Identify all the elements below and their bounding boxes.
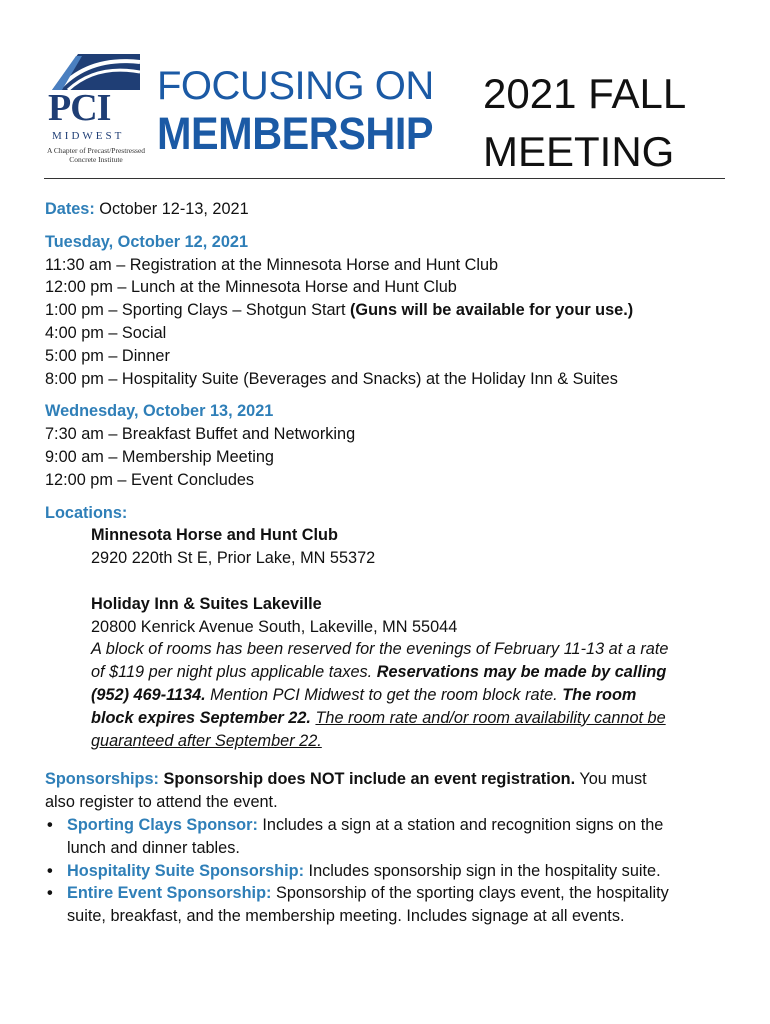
bullet-icon: •	[47, 815, 53, 834]
logo-pci-text: PCI	[48, 87, 111, 129]
room-block-expiry: block expires September 22.	[91, 708, 311, 727]
title-focusing: FOCUSING ON	[157, 64, 434, 108]
room-block-note	[91, 707, 735, 730]
document-body	[45, 198, 735, 928]
schedule-item: 5:00 pm – Dinner	[45, 346, 170, 365]
sponsor-level-desc: lunch and dinner tables.	[67, 838, 240, 857]
dates-line	[45, 198, 735, 221]
sponsor-level-name: Sporting Clays Sponsor:	[67, 815, 258, 834]
sponsorship-note-bold: Sponsorship does NOT include an event registration.	[158, 770, 576, 789]
schedule-item: 4:00 pm – Social	[45, 323, 167, 342]
sponsorships-intro	[45, 768, 735, 791]
schedule-item: 7:30 am – Breakfast Buffet and Networking	[45, 425, 356, 444]
sponsor-level-name: Entire Event Sponsorship:	[67, 884, 272, 903]
list-item	[45, 860, 735, 883]
schedule-item: 9:00 am – Membership Meeting	[45, 447, 274, 466]
room-block-note	[91, 661, 735, 684]
schedule-item: 12:00 pm – Event Concludes	[45, 470, 255, 489]
room-block-expiry: The room	[562, 685, 637, 704]
sponsor-level-name: Hospitality Suite Sponsorship:	[67, 861, 305, 880]
dates-label: Dates:	[45, 200, 95, 218]
tuesday-heading: Tuesday, October 12, 2021	[45, 232, 249, 251]
header-divider	[44, 178, 725, 179]
logo-midwest-text: MIDWEST	[52, 130, 125, 142]
list-item	[45, 882, 735, 928]
mention-text: Mention PCI Midwest to get the room block rate.	[205, 685, 563, 704]
list-item	[45, 814, 735, 860]
schedule-item: 11:30 am – Registration at the Minnesota Horse and Hunt Club	[45, 255, 499, 274]
room-block-note: A block of rooms has been reserved for the evenings of February 11-13 at a rate	[91, 640, 669, 659]
sponsorships-label: Sponsorships:	[45, 770, 159, 789]
event-title-line1: 2021 FALL	[483, 70, 687, 117]
logo-chapter-text: A Chapter of Precast/Prestressed Concrete Institute	[46, 146, 146, 164]
bullet-icon: •	[47, 861, 53, 880]
venue-name: Holiday Inn & Suites Lakeville	[91, 594, 322, 613]
guns-note: (Guns will be available for your use.)	[350, 301, 634, 320]
guarantee-note: guaranteed after September 22.	[91, 731, 322, 750]
guarantee-note: The room rate and/or room availability cannot be	[315, 708, 666, 727]
locations-heading: Locations:	[45, 503, 128, 522]
title-membership: MEMBERSHIP	[157, 108, 434, 159]
schedule-item: 8:00 pm – Hospitality Suite (Beverages and Snacks) at the Holiday Inn & Suites	[45, 369, 618, 388]
venue-name: Minnesota Horse and Hunt Club	[91, 526, 338, 545]
sponsor-level-desc: Sponsorship of the sporting clays event, the hospitality	[271, 884, 669, 903]
schedule-item-text: 1:00 pm – Sporting Clays – Shotgun Start	[45, 301, 350, 320]
sponsor-level-desc: Includes sponsorship sign in the hospitality suite.	[304, 861, 661, 880]
schedule-item: 12:00 pm – Lunch at the Minnesota Horse and Hunt Club	[45, 278, 457, 297]
reservation-call-text: Reservations may be made by calling	[376, 663, 667, 682]
bullet-icon: •	[47, 884, 53, 903]
sponsorship-list	[45, 814, 735, 928]
sponsor-level-desc: Includes a sign at a station and recognition signs on the	[257, 815, 664, 834]
room-block-note	[91, 684, 735, 707]
pci-midwest-logo	[42, 50, 146, 164]
dates-value: October 12-13, 2021	[94, 200, 249, 218]
wednesday-heading: Wednesday, October 13, 2021	[45, 402, 274, 421]
phone-number: (952) 469-1134.	[91, 685, 206, 704]
event-title-line2: MEETING	[483, 128, 675, 175]
sponsor-level-desc: suite, breakfast, and the membership meeting. Includes signage at all events.	[67, 907, 625, 926]
sponsorship-note: You must	[575, 770, 647, 789]
sponsorship-note-line2: also register to attend the event.	[45, 793, 278, 812]
schedule-item	[45, 299, 735, 322]
room-rate-text: of $119 per night plus applicable taxes.	[91, 663, 377, 682]
venue-address: 2920 220th St E, Prior Lake, MN 55372	[91, 549, 376, 568]
venue-address: 20800 Kenrick Avenue South, Lakeville, MN 55044	[91, 617, 458, 636]
